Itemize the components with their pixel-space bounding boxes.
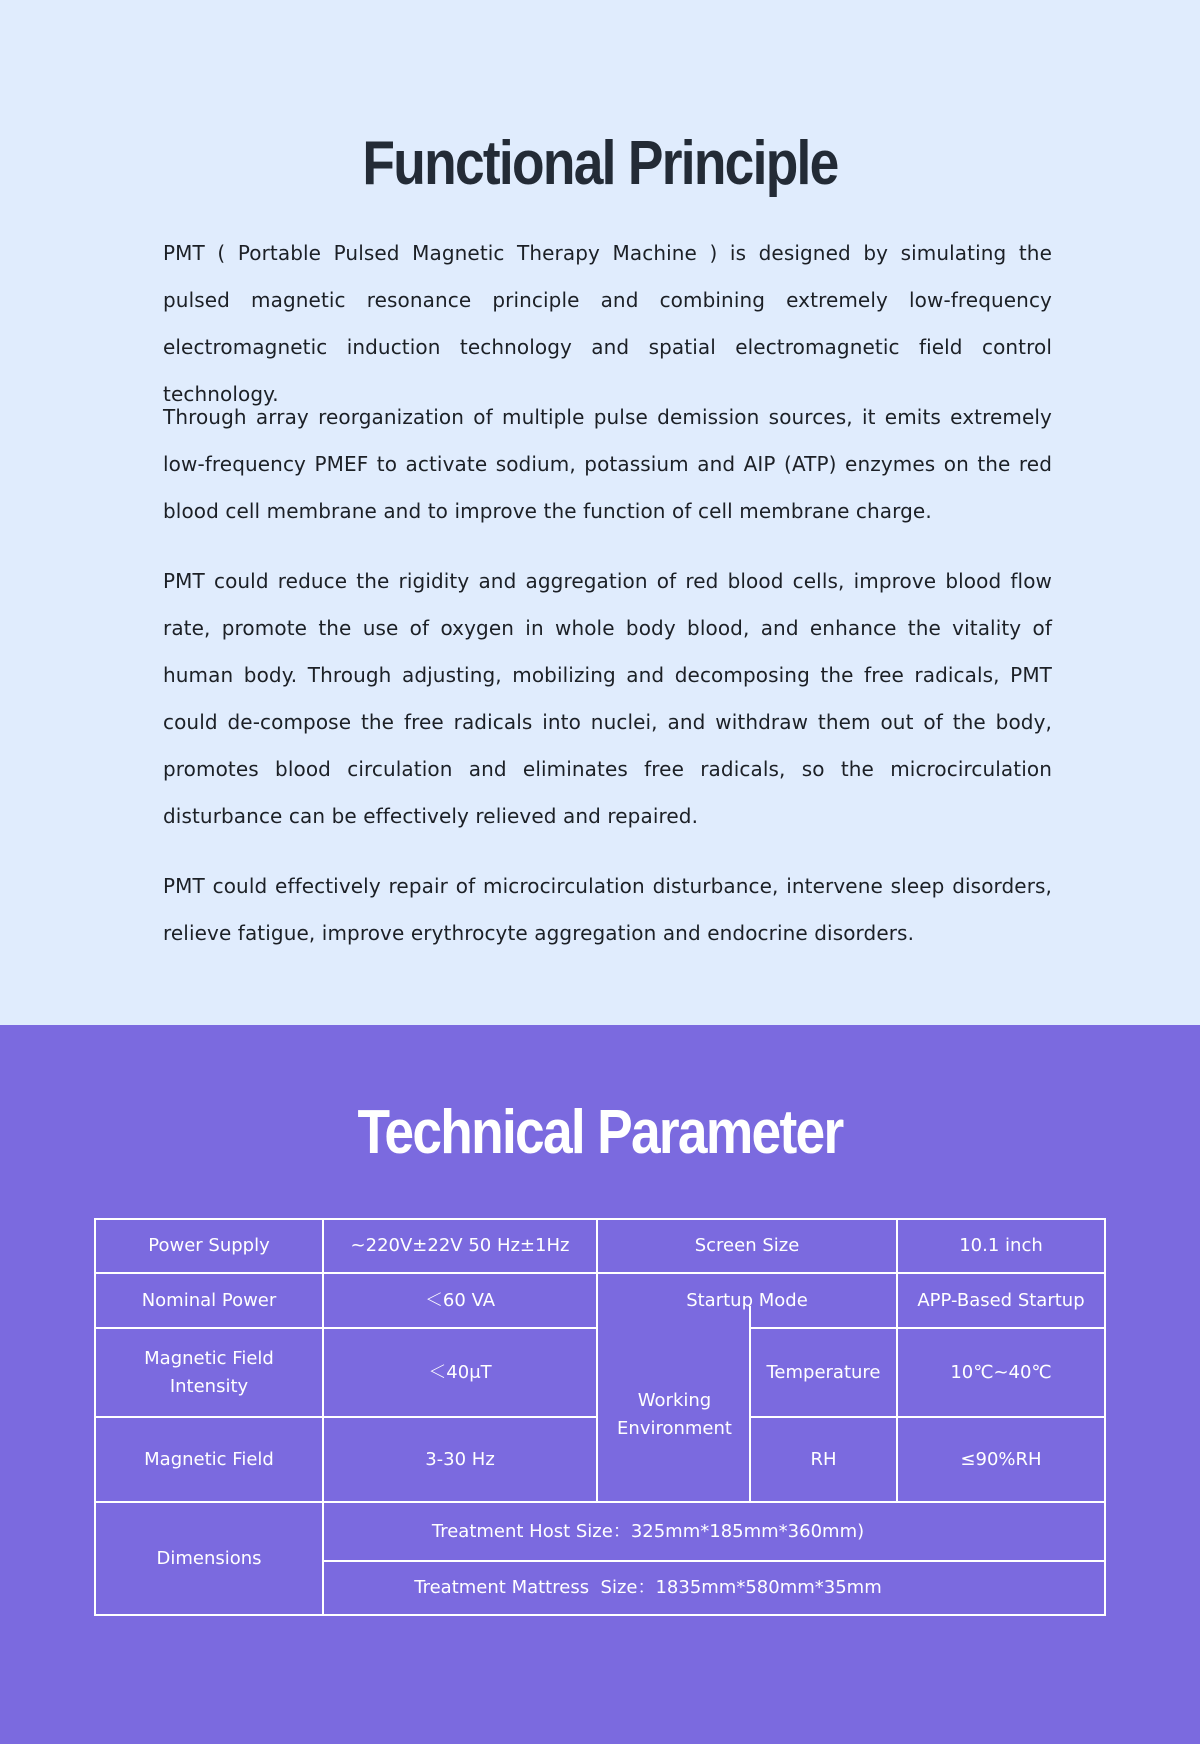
power-supply-value: ~220V±22V 50 Hz±1Hz (350, 1235, 570, 1256)
rh-value: ≤90%RH (960, 1448, 1042, 1470)
mattress-size-value: Treatment Mattress Size：1835mm*580mm*35mm (414, 1577, 882, 1598)
nominal-power-label: Nominal Power (141, 1289, 277, 1311)
power-supply-label: Power Supply (148, 1235, 270, 1256)
principle-paragraph-1: PMT ( Portable Pulsed Magnetic Therapy Machine ) is designed by simulating the pulsed magnetic resonance principle and combining extremely low-frequency electromagnetic induction technology and spatial electromagnetic field control technology. (163, 241, 1052, 406)
table-border-bottom (94, 1614, 1106, 1616)
dimensions-label: Dimensions (156, 1547, 262, 1569)
screen-size-value: 10.1 inch (959, 1235, 1043, 1256)
functional-principle-title: Functional Principle (362, 129, 838, 198)
temperature-label: Temperature (766, 1361, 881, 1383)
magnetic-field-value: 3-30 Hz (425, 1448, 495, 1470)
host-size-value: Treatment Host Size：325mm*185mm*360mm) (431, 1520, 865, 1542)
principle-paragraph-3: PMT could reduce the rigidity and aggregation of red blood cells, improve blood flow rate, promote the use of oxygen in whole body blood, and enhance the vitality of human body. Through adjusting, mobilizing and decomposing the free radicals, PMT could de-compose the free radicals into nuclei, and withdraw them out of the body, promotes blood circulation and eliminates free radicals, so the microcirculation disturbance can be effectively relieved and repaired. (163, 569, 1052, 828)
magnetic-field-label: Magnetic Field (144, 1448, 274, 1470)
nominal-power-value: ＜60 VA (424, 1289, 496, 1311)
magnetic-field-intensity-label: Magnetic Field Intensity (144, 1347, 274, 1397)
magnetic-field-intensity-value: ＜40μT (428, 1361, 492, 1383)
principle-paragraph-2: Through array reorganization of multiple pulse demission sources, it emits extremely low-frequency PMEF to activate sodium, potassium and AIP (ATP) enzymes on the red blood cell membrane and to improve the function of cell membrane charge. (163, 405, 1052, 523)
screen-size-label: Screen Size (694, 1235, 800, 1256)
rh-label: RH (810, 1448, 837, 1470)
technical-parameter-title: Technical Parameter (357, 1098, 843, 1167)
working-environment-label: Working Environment (617, 1390, 732, 1439)
startup-mode-label: Startup Mode (686, 1289, 808, 1311)
principle-paragraph-4: PMT could effectively repair of microcirculation disturbance, intervene sleep disorders, relieve fatigue, improve erythrocyte aggregation and endocrine disorders. (163, 874, 1052, 945)
startup-mode-value: APP-Based Startup (917, 1289, 1085, 1311)
temperature-value: 10℃~40℃ (950, 1361, 1052, 1383)
table-border-right (1104, 1218, 1106, 1616)
